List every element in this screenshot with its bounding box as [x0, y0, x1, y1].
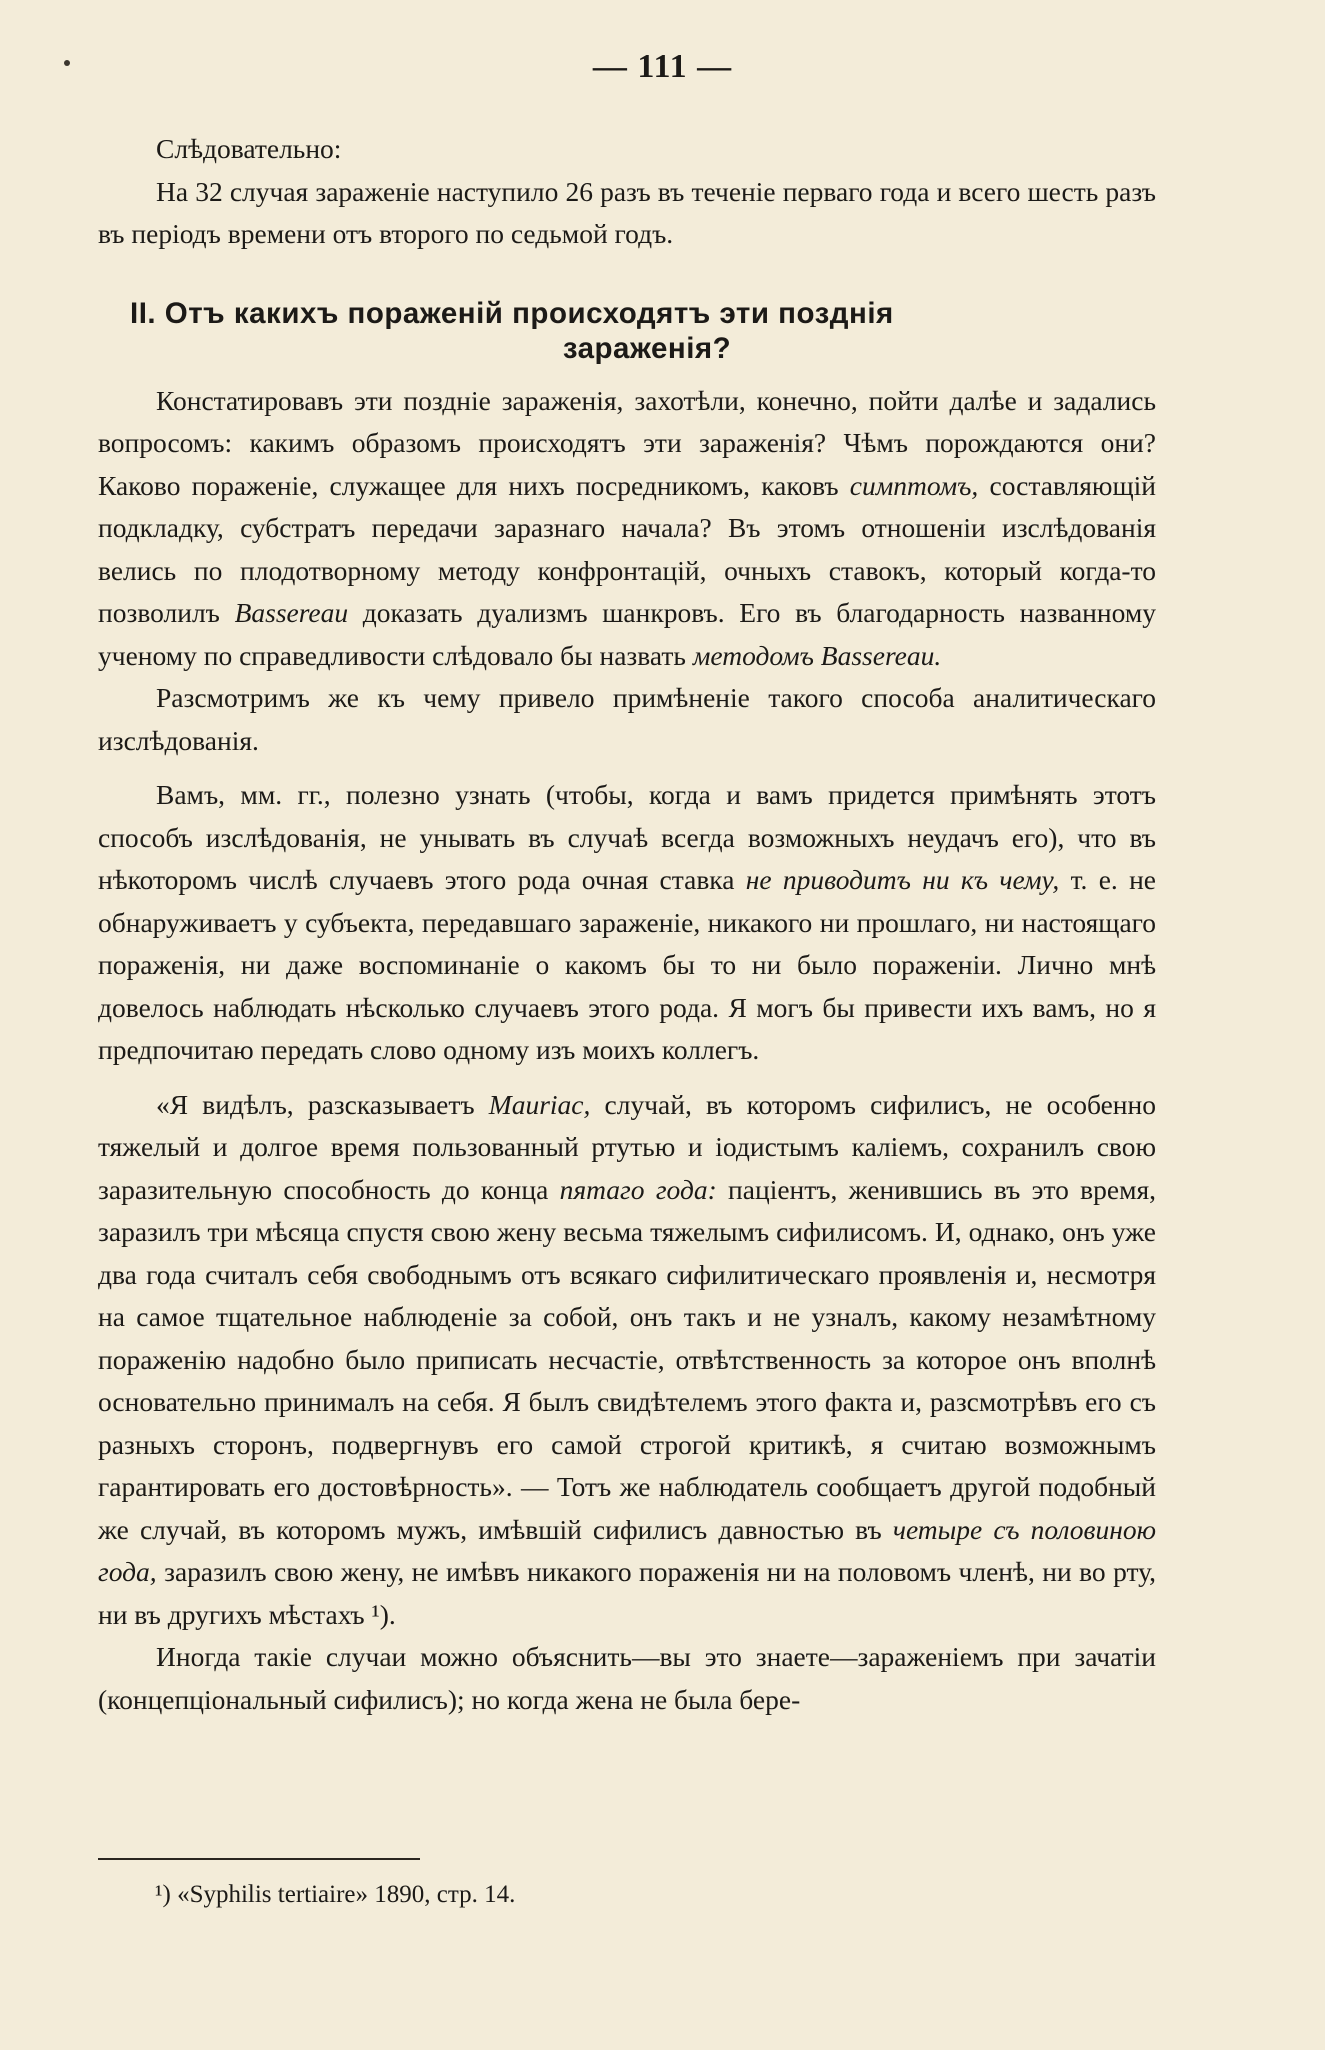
- paragraph-3: [98, 774, 1156, 1072]
- section-heading-line-1: II. Отъ какихъ пораженій происходятъ эти позднія: [130, 296, 894, 330]
- paragraph-2: Разсмотримъ же къ чему привело примѣненіе такого способа аналитическаго изслѣдованія.: [98, 682, 1156, 756]
- intro-line-1: Слѣдовательно:: [156, 133, 342, 164]
- paragraph-4: [98, 1084, 1156, 1637]
- footnote: ¹) «Syphilis tertiaire» 1890, стр. 14.: [155, 1881, 516, 1908]
- paragraph-3-text-a: Вамъ, мм. гг., полезно узнать (чтобы, когда и вамъ придется примѣнять этотъ способъ изслѣдованія, не унывать въ случаѣ всегда возможныхъ неудачъ его), что въ нѣкоторомъ числѣ случаевъ этого рода очная ставка: [98, 779, 1156, 895]
- section-heading-line-2: зараженія?: [562, 331, 732, 365]
- paragraph-4-text-d: заразилъ свою жену, не имѣвъ никакого пораженія ни на половомъ членѣ, ни во рту, ни въ другихъ мѣстахъ: [98, 1556, 1156, 1630]
- paragraph-4-text-a: «Я видѣлъ, разсказываетъ: [156, 1088, 489, 1120]
- paragraph-1-emphasis-method: методомъ Bassereau.: [692, 639, 942, 671]
- paragraph-4-emphasis-mauriac: Mauriac,: [488, 1088, 591, 1120]
- paragraph-1: [98, 380, 1156, 678]
- paragraph-1-emphasis-symptom: симптомъ,: [849, 469, 979, 501]
- paragraph-1-emphasis-bassereau: Bassereau: [234, 597, 349, 628]
- page-number: — 111 —: [592, 48, 733, 85]
- paragraph-1-text-b: составляющій подкладку, субстратъ передачи заразнаго начала? Въ этомъ отношеніи изслѣдованія велись по плодотворному методу конфронтацій, очныхъ ставокъ, который когда-то позволилъ: [98, 469, 1156, 628]
- paragraph-4-text-c: паціентъ, женившись въ это время, заразилъ три мѣсяца спустя свою жену весьма тяжелымъ сифилисомъ. И, однако, онъ уже два года считалъ себя свободнымъ отъ всякаго сифилитическаго проявленія и, несмотря на самое тщательное наблюденіе за собой, онъ такъ и не узналъ, какому незамѣтному пораженію надобно было приписать несчастіе, отвѣтственность за которое онъ вполнѣ основательно принималъ на себя. Я былъ свидѣтелемъ этого факта и, разсмотрѣвъ его съ разныхъ сторонъ, подвергнувъ его самой строгой критикѣ, я считаю возможнымъ гарантировать его достовѣрность». — Тотъ же наблюдатель сообщаетъ другой подобный же случай, въ которомъ мужъ, имѣвшій сифилисъ давностью въ: [98, 1173, 1157, 1545]
- intro-line-2: На 32 случая зараженіе наступило 26 разъ въ теченіе перваго года и всего шесть разъ въ періодъ времени отъ второго по седьмой годъ.: [98, 175, 1156, 249]
- paragraph-1-text-c: доказать дуализмъ шанкровъ. Его въ благодарность названному ученому по справедливости слѣдовало бы назвать: [98, 597, 1156, 671]
- paragraph-5: Иногда такіе случаи можно объяснить—вы это знаете—зараженіемъ при зачатіи (концепціональный сифилисъ); но когда жена не была бере-: [98, 1641, 1156, 1715]
- paragraph-1-text-a: Констатировавъ эти поздніе зараженія, захотѣли, конечно, пойти далѣе и задались вопросомъ: какимъ образомъ происходятъ эти зараженія? Чѣмъ порождаются они? Каково пораженіе, служащее для нихъ посредникомъ, каковъ: [98, 384, 1156, 501]
- body-text: [98, 128, 1156, 1721]
- footnote-divider: [98, 1858, 420, 1860]
- footnote-reference: ¹).: [371, 1598, 396, 1630]
- paragraph-4-emphasis-fifth-year: пятаго года:: [559, 1173, 717, 1205]
- paragraph-3-text-b: т. е. не обнаруживаетъ у субъекта, передавшаго зараженіе, никакого ни прошлаго, ни настоящаго пораженія, ни даже воспоминаніе о какомъ бы то ни было пораженіи. Лично мнѣ довелось наблюдать нѣсколько случаевъ этого рода. Я могъ бы привести ихъ вамъ, но я предпочитаю передать слово одному изъ моихъ коллегъ.: [98, 864, 1156, 1065]
- paragraph-4-text-b: случай, въ которомъ сифилисъ, не особенно тяжелый и долгое время пользованный ртутью и іодистымъ каліемъ, сохранилъ свою заразительную способность до конца: [98, 1088, 1156, 1205]
- section-heading: [98, 296, 1156, 366]
- paragraph-3-emphasis: не приводитъ ни къ чему,: [745, 864, 1060, 895]
- paragraph-4-emphasis-four-and-half: четыре съ половиною года,: [98, 1513, 1156, 1587]
